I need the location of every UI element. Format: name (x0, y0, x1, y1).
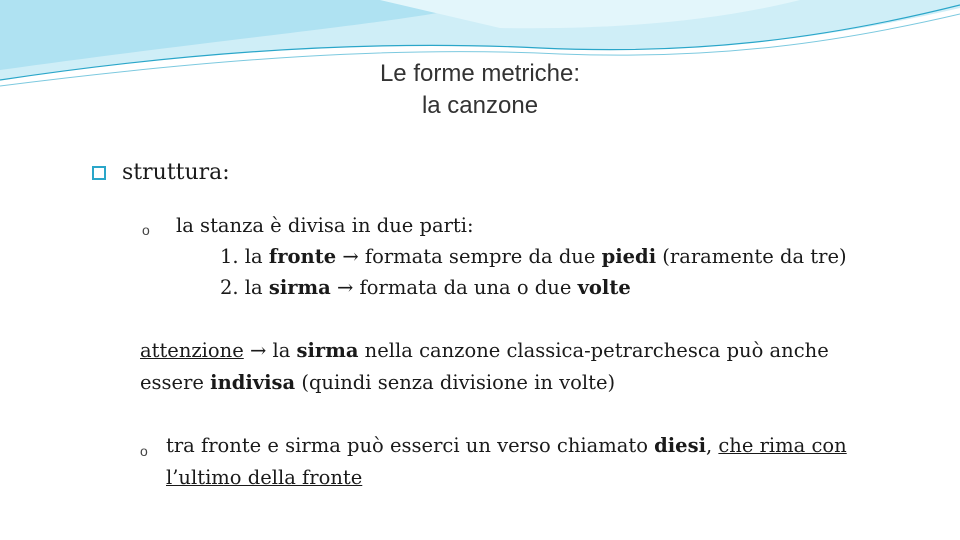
list-text: → formata sempre da due (336, 245, 602, 268)
item2-underlined: che rima con (718, 434, 847, 457)
term-diesi: diesi (654, 434, 706, 457)
list-text-rest: (raramente da tre) (656, 245, 847, 268)
note-label: attenzione (140, 339, 244, 362)
item2-text: tra fronte e sirma può esserci un verso chiamato (166, 434, 655, 457)
note-text: (quindi senza divisione in volte) (295, 371, 616, 394)
note-arrow: → la (243, 339, 297, 362)
square-bullet-icon (92, 166, 106, 180)
title-line-1: Le forme metriche: (379, 60, 581, 87)
list-num: 2. la (220, 276, 269, 299)
term-sirma: sirma (268, 276, 331, 299)
main-bullet-label: struttura: (122, 160, 230, 185)
term-volte: volte (577, 276, 631, 299)
item2-comma: , (705, 434, 719, 457)
note-text: nella canzone classica-petrarchesca può anche (358, 339, 829, 362)
item2-line-2 (166, 462, 362, 494)
term-fronte: fronte (268, 245, 337, 268)
item2-underlined: l’ultimo della fronte (166, 466, 363, 489)
note-line-1 (140, 335, 829, 367)
list-num: 1. la (220, 245, 269, 268)
term-piedi: piedi (601, 245, 657, 268)
term-indivisa: indivisa (210, 371, 296, 394)
list-text: → formata da una o due (330, 276, 578, 299)
slide-title (0, 58, 960, 122)
item1-intro: la stanza è divisa in due parti: (176, 214, 474, 237)
circle-bullet-icon: o (140, 443, 148, 459)
title-line-2: la canzone (421, 92, 539, 119)
term-sirma: sirma (296, 339, 359, 362)
list-item-1 (220, 241, 847, 273)
list-item-2 (220, 272, 631, 304)
circle-bullet-icon: o (142, 222, 150, 238)
item2-line-1 (166, 430, 847, 462)
note-text: essere (140, 371, 211, 394)
note-line-2 (140, 367, 615, 399)
main-bullet (92, 160, 230, 185)
